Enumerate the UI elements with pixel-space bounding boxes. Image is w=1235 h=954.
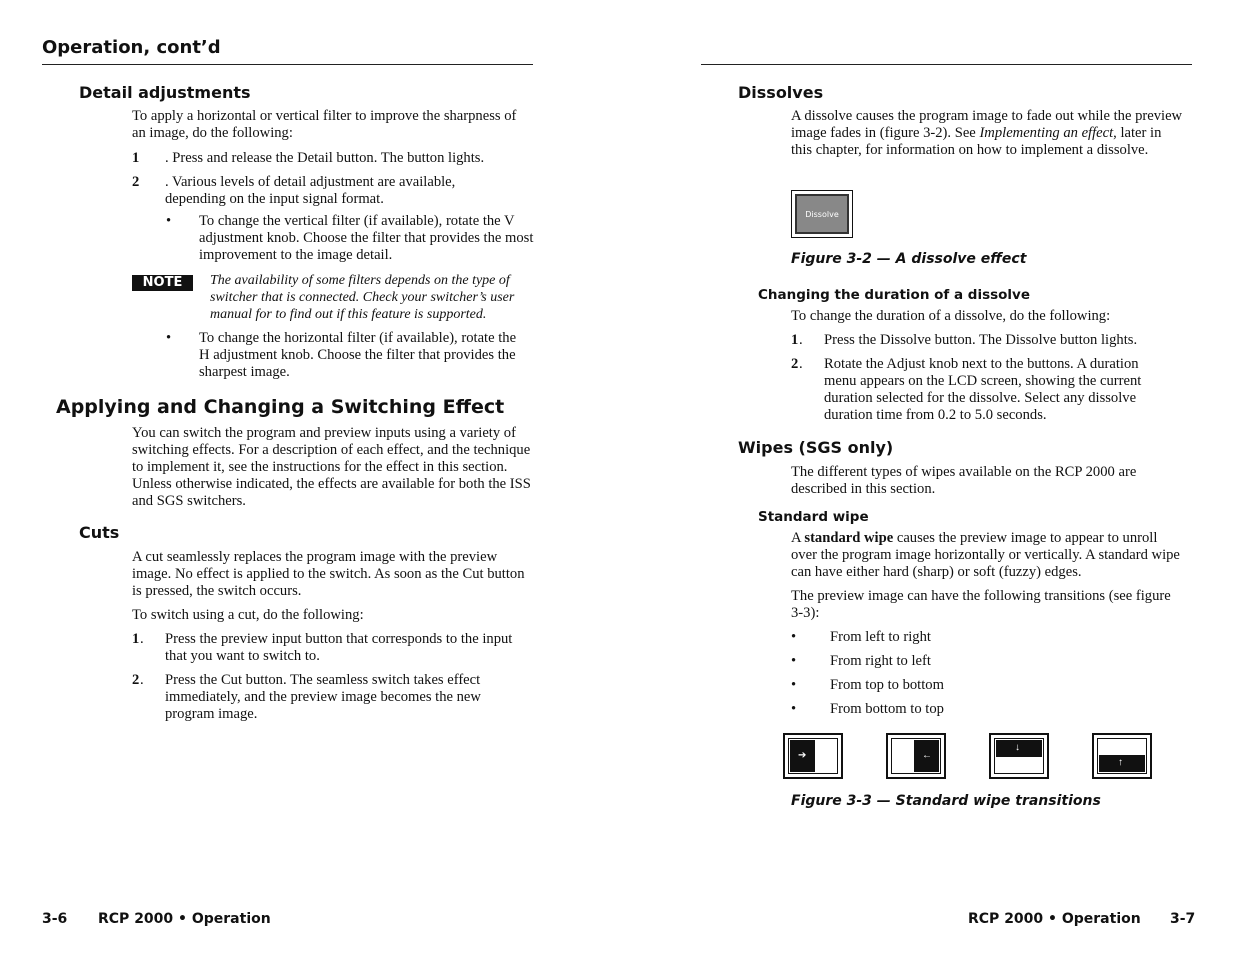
step-number: 1 — [132, 150, 140, 166]
bullet-text: To change the vertical filter (if available), rotate the V adjustment knob. Choose the filter that provides the most improvement to the image detail. — [199, 213, 534, 263]
step-number: 1 — [791, 332, 799, 348]
wipes-heading: Wipes (SGS only) — [738, 438, 894, 457]
bullet-icon: • — [791, 677, 797, 693]
detail-heading: Detail adjustments — [79, 83, 251, 102]
figure-3-3-caption: Figure 3-3 — Standard wipe transitions — [791, 793, 1101, 809]
step-text: Press the preview input button that corresponds to the input that you want to switch to. — [165, 631, 513, 664]
header-rule — [42, 64, 533, 65]
page-header: Operation, cont’d — [42, 37, 221, 58]
cuts-heading: Cuts — [79, 523, 120, 542]
standard-wipe-text: A standard wipe causes the preview image to appear to unroll over the program image horizontally or vertically. A standard wipe can have either hard (sharp) or soft (fuzzy) edges. — [791, 530, 1180, 580]
step-number: 2 — [132, 174, 140, 190]
detail-intro: To apply a horizontal or vertical filter to improve the sharpness of an image, do the following: — [132, 108, 517, 141]
wipes-text: The different types of wipes available on the RCP 2000 are described in this section. — [791, 464, 1137, 497]
applying-text: You can switch the program and preview inputs using a variety of switching effects. For a description of each effect, and the technique to implement it, see the instructions for the effect in this section. Unless otherwise indicated, the effects are available for both the ISS and SGS switchers. — [132, 425, 531, 509]
step-text: . Various levels of detail adjustment are available, depending on the input signal format. — [165, 174, 456, 207]
bullet-icon: • — [791, 701, 797, 717]
wipe-left-to-right-figure — [783, 733, 843, 779]
bullet-icon: • — [791, 653, 797, 669]
step-text: Rotate the Adjust knob next to the buttons. A duration menu appears on the LCD screen, showing the current duration selected for the dissolve. Select any dissolve duration time from 0.2 to 5.0 seconds. — [824, 356, 1142, 423]
step-text: Press the Dissolve button. The Dissolve button lights. — [824, 332, 1138, 348]
footer-title-left: RCP 2000 • Operation — [98, 911, 271, 927]
bullet-icon: • — [166, 213, 172, 229]
step-text: . Press and release the Detail button. The button lights. — [165, 150, 485, 166]
dissolves-text: A dissolve causes the program image to fade out while the preview image fades in (figure 3-2). See Implementing an effect, later in this chapter, for information on how to implement a dissolve. — [791, 108, 1183, 158]
dissolve-button-figure — [791, 190, 853, 238]
step-number: 1 — [132, 631, 140, 647]
bullet-icon: • — [791, 629, 797, 645]
duration-heading: Changing the duration of a dissolve — [758, 287, 1031, 303]
arrow-right-icon: ➔ — [798, 750, 807, 761]
footer-page-number-right: 3-7 — [1170, 911, 1196, 927]
applying-heading: Applying and Changing a Switching Effect — [56, 396, 505, 418]
cuts-para-1: A cut seamlessly replaces the program image with the preview image. No effect is applied to the switch. As soon as the Cut button is pressed, the switch occurs. — [132, 549, 525, 599]
wipe-top-to-bottom-figure — [989, 733, 1049, 779]
arrow-up-icon: ↑ — [1118, 757, 1123, 768]
bullet-text: To change the horizontal filter (if available), rotate the H adjustment knob. Choose the filter that provides the sharpest image. — [199, 330, 517, 380]
wipe-right-to-left-figure — [886, 733, 946, 779]
transitions-intro: The preview image can have the following transitions (see figure 3-3): — [791, 588, 1171, 621]
step-text: Press the Cut button. The seamless switch takes effect immediately, and the preview image becomes the new program image. — [165, 672, 481, 722]
duration-intro: To change the duration of a dissolve, do the following: — [791, 308, 1111, 324]
step-number: 2 — [132, 672, 140, 688]
header-rule-right — [701, 64, 1192, 65]
dissolve-button-label: Dissolve — [805, 209, 839, 219]
wipe-bottom-to-top-figure — [1092, 733, 1152, 779]
bullet-icon: • — [166, 330, 172, 346]
footer-title-right: RCP 2000 • Operation — [968, 911, 1141, 927]
step-number: 2 — [791, 356, 799, 372]
footer-page-number-left: 3-6 — [42, 911, 68, 927]
standard-wipe-heading: Standard wipe — [758, 509, 869, 525]
note-text: The availability of some filters depends on the type of switcher that is connected. Check your switcher’s user manual for to find out if this feature is supported. — [210, 273, 515, 322]
dissolves-heading: Dissolves — [738, 83, 824, 102]
arrow-left-icon: ← — [922, 750, 932, 761]
arrow-down-icon: ↓ — [1015, 742, 1020, 753]
cuts-para-2: To switch using a cut, do the following: — [132, 607, 364, 623]
figure-3-2-caption: Figure 3-2 — A dissolve effect — [791, 251, 1027, 267]
note-badge: NOTE — [132, 275, 193, 291]
